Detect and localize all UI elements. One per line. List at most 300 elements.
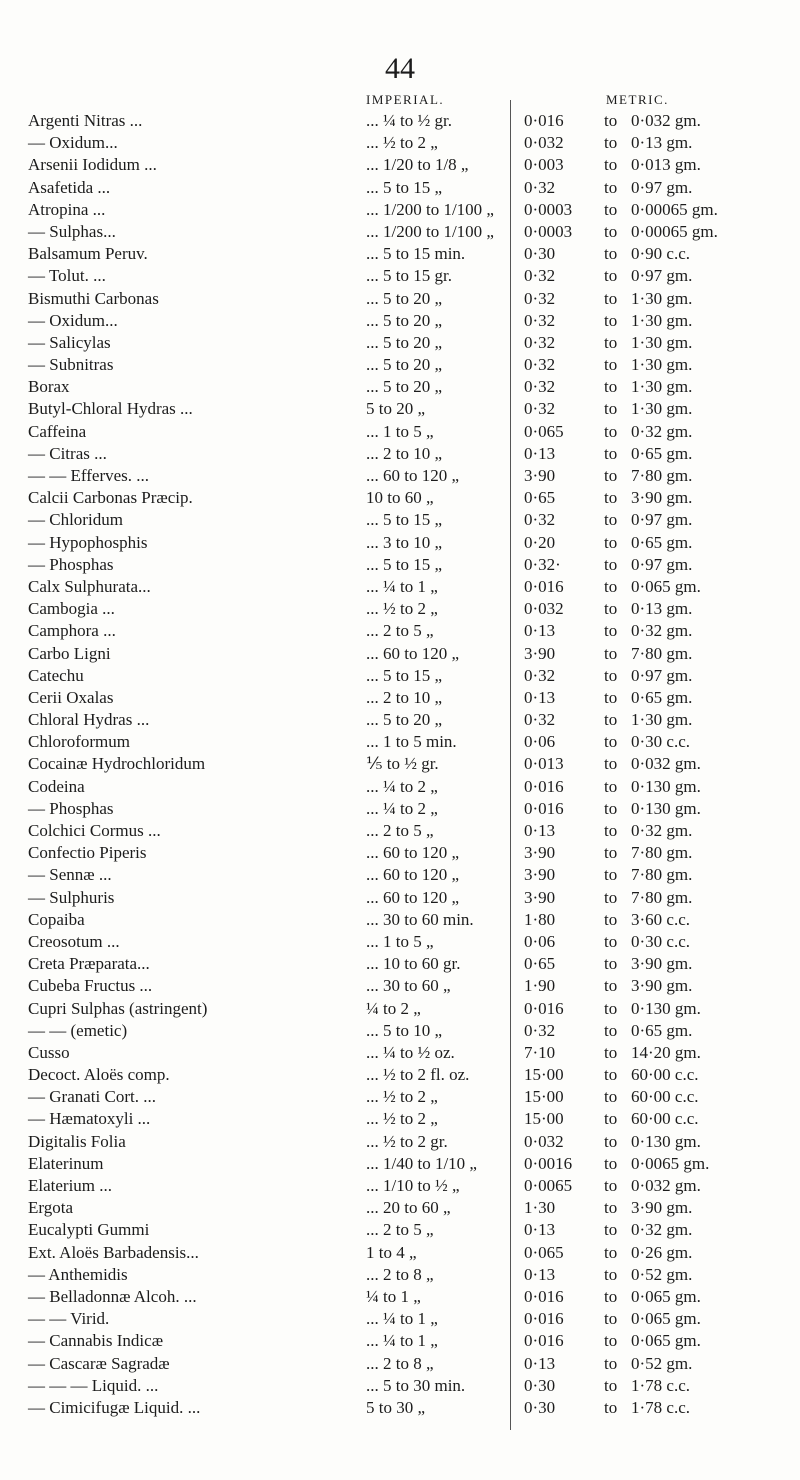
metric-dose-low: 0·13: [524, 1220, 556, 1240]
metric-to: to: [604, 1109, 618, 1129]
metric-dose-low: 0·0065: [524, 1176, 573, 1195]
table-row: [0, 443, 800, 465]
metric-dose-high: 3·90 gm.: [631, 954, 693, 974]
metric-to: to: [604, 576, 618, 596]
metric-to: to: [604, 332, 618, 352]
metric-to: to: [604, 355, 618, 375]
drug-name: — Phosphas: [28, 554, 114, 574]
drug-name: Borax: [28, 377, 70, 397]
metric-to: to: [604, 155, 618, 175]
drug-name: Camphora ...: [28, 621, 116, 641]
metric-dose-low: 0·016: [524, 1286, 564, 1306]
metric-to: to: [604, 665, 618, 685]
metric-dose-high: 60·00 c.c.: [631, 1087, 699, 1107]
drug-name: Elaterium ...: [28, 1176, 113, 1195]
table-row: [0, 1286, 800, 1308]
metric-dose-low: 0·06: [524, 931, 556, 951]
drug-name: — Chloridum: [28, 510, 123, 530]
imperial-dose: ... 5 to 15 gr.: [366, 266, 452, 286]
metric-to: to: [604, 1042, 618, 1062]
metric-dose-high: 0·065 gm.: [631, 1309, 701, 1329]
metric-to: to: [604, 221, 618, 241]
imperial-dose: ... 1/200 to 1/100 „: [366, 199, 494, 219]
metric-dose-high: 0·13 gm.: [631, 133, 693, 153]
metric-dose-high: 0·52 gm.: [631, 1353, 693, 1373]
dosage-table: [0, 110, 800, 1419]
imperial-dose: ... ¼ to 2 „: [366, 798, 438, 818]
drug-name: Cerii Oxalas: [28, 687, 114, 707]
imperial-dose: ¼ to 1 „: [366, 1286, 421, 1306]
metric-dose-high: 3·90 gm.: [631, 976, 693, 996]
table-row: [0, 953, 800, 975]
imperial-dose: 1 to 4 „: [366, 1242, 417, 1262]
table-row: [0, 154, 800, 176]
metric-to: to: [604, 1264, 618, 1284]
table-row: [0, 798, 800, 820]
drug-name: — Granati Cort. ...: [28, 1087, 156, 1107]
metric-dose-low: 3·90: [524, 865, 556, 885]
table-row: [0, 1131, 800, 1153]
table-row: [0, 1042, 800, 1064]
imperial-dose: ... 20 to 60 „: [366, 1198, 451, 1218]
table-row: [0, 177, 800, 199]
drug-name: Cocainæ Hydrochloridum: [28, 754, 206, 774]
table-row: [0, 1020, 800, 1042]
metric-dose-high: 0·30 c.c.: [631, 732, 691, 752]
imperial-dose: ... 5 to 20 „: [366, 710, 443, 730]
metric-dose-high: 60·00 c.c.: [631, 1109, 699, 1129]
metric-dose-low: 7·10: [524, 1042, 556, 1062]
imperial-dose: ... 60 to 120 „: [366, 843, 460, 863]
drug-name: — Hæmatoxyli ...: [28, 1109, 151, 1129]
metric-dose-low: 0·32: [524, 310, 556, 330]
table-row: [0, 1064, 800, 1086]
metric-dose-high: 1·30 gm.: [631, 399, 693, 419]
drug-name: — Belladonnæ Alcoh. ...: [28, 1286, 197, 1306]
drug-name: Calx Sulphurata...: [28, 576, 151, 596]
metric-dose-low: 0·016: [524, 998, 564, 1018]
metric-dose-high: 0·065 gm.: [631, 1286, 701, 1306]
metric-dose-high: 1·30 gm.: [631, 310, 693, 330]
metric-dose-low: 0·32: [524, 665, 556, 685]
table-row: [0, 243, 800, 265]
imperial-dose: ... 5 to 20 „: [366, 310, 443, 330]
metric-dose-high: 0·32 gm.: [631, 821, 693, 840]
metric-dose-high: 0·26 gm.: [631, 1242, 693, 1262]
metric-dose-low: 0·13: [524, 687, 556, 707]
imperial-dose: ... 2 to 5 „: [366, 621, 434, 641]
metric-to: to: [604, 111, 618, 130]
metric-to: to: [604, 266, 618, 286]
metric-dose-low: 0·32·: [524, 554, 561, 574]
metric-dose-high: 0·90 c.c.: [631, 244, 691, 264]
drug-name: Cubeba Fructus ...: [28, 976, 153, 996]
metric-dose-low: 3·90: [524, 887, 556, 907]
metric-to: to: [604, 1397, 618, 1417]
imperial-dose: ... 5 to 20 „: [366, 332, 443, 352]
metric-dose-high: 60·00 c.c.: [631, 1065, 699, 1085]
metric-dose-low: 0·32: [524, 710, 556, 730]
metric-to: to: [604, 288, 618, 308]
metric-to: to: [604, 754, 618, 774]
imperial-dose: ... 1 to 5 „: [366, 421, 434, 441]
metric-dose-low: 15·00: [524, 1087, 564, 1107]
imperial-dose: ... 5 to 20 „: [366, 377, 443, 397]
imperial-dose: ... ½ to 2 „: [366, 133, 438, 153]
metric-dose-high: 3·90 gm.: [631, 1198, 693, 1218]
drug-name: Cambogia ...: [28, 599, 115, 619]
metric-to: to: [604, 1353, 618, 1373]
metric-dose-low: 0·32: [524, 288, 556, 308]
metric-dose-high: 0·130 gm.: [631, 1131, 701, 1151]
metric-to: to: [604, 510, 618, 530]
metric-dose-low: 0·13: [524, 1353, 556, 1373]
drug-name: Cusso: [28, 1042, 70, 1062]
table-row: [0, 1175, 800, 1197]
table-row: [0, 110, 800, 132]
imperial-dose: ... 60 to 120 „: [366, 865, 460, 885]
metric-dose-high: 1·30 gm.: [631, 710, 693, 730]
metric-to: to: [604, 421, 618, 441]
table-row: [0, 332, 800, 354]
metric-dose-high: 0·52 gm.: [631, 1264, 693, 1284]
table-row: [0, 354, 800, 376]
metric-dose-high: 0·97 gm.: [631, 554, 693, 574]
metric-dose-low: 15·00: [524, 1109, 564, 1129]
table-row: [0, 665, 800, 687]
drug-name: Eucalypti Gummi: [28, 1220, 150, 1240]
metric-dose-high: 0·0065 gm.: [631, 1153, 710, 1173]
imperial-dose: ... 1/10 to ½ „: [366, 1176, 460, 1195]
metric-dose-low: 0·30: [524, 244, 556, 264]
metric-to: to: [604, 1220, 618, 1240]
imperial-dose: ... 2 to 5 „: [366, 821, 434, 840]
metric-to: to: [604, 1331, 618, 1351]
metric-dose-high: 0·32 gm.: [631, 421, 693, 441]
imperial-dose: ... 5 to 15 „: [366, 510, 443, 530]
metric-to: to: [604, 532, 618, 552]
metric-to: to: [604, 377, 618, 397]
imperial-dose: ... ¼ to ½ oz.: [366, 1042, 455, 1062]
metric-dose-high: 3·60 c.c.: [631, 909, 691, 929]
imperial-dose: ... 1/200 to 1/100 „: [366, 221, 494, 241]
drug-name: Digitalis Folia: [28, 1131, 126, 1151]
metric-dose-high: 0·32 gm.: [631, 621, 693, 641]
imperial-dose: ... 5 to 20 „: [366, 355, 443, 375]
metric-to: to: [604, 1176, 618, 1195]
imperial-dose: ... 5 to 15 min.: [366, 244, 466, 264]
metric-dose-high: 7·80 gm.: [631, 843, 693, 863]
imperial-dose: ... ¼ to 1 „: [366, 1331, 438, 1351]
drug-name: — Phosphas: [28, 798, 114, 818]
table-row: [0, 554, 800, 576]
imperial-dose: ... 1/40 to 1/10 „: [366, 1153, 477, 1173]
imperial-dose: ... ¼ to 1 „: [366, 576, 438, 596]
metric-dose-high: 0·032 gm.: [631, 754, 701, 774]
metric-dose-low: 0·032: [524, 1131, 564, 1151]
imperial-dose: ... ½ to 2 gr.: [366, 1131, 448, 1151]
metric-dose-low: 0·016: [524, 576, 564, 596]
metric-dose-high: 1·30 gm.: [631, 377, 693, 397]
metric-dose-low: 0·13: [524, 1264, 556, 1284]
metric-to: to: [604, 776, 618, 796]
table-row: [0, 620, 800, 642]
table-row: [0, 1108, 800, 1130]
drug-name: — Oxidum...: [28, 133, 118, 153]
imperial-dose: ... 2 to 8 „: [366, 1264, 434, 1284]
imperial-dose: ... 5 to 15 „: [366, 177, 443, 197]
metric-dose-low: 0·32: [524, 355, 556, 375]
metric-to: to: [604, 310, 618, 330]
metric-dose-low: 0·016: [524, 1331, 564, 1351]
imperial-dose: ... 2 to 10 „: [366, 443, 443, 463]
table-row: [0, 376, 800, 398]
table-row: [0, 975, 800, 997]
drug-name: Chloroformum: [28, 732, 130, 752]
drug-name: Codeina: [28, 776, 85, 796]
drug-name: Creosotum ...: [28, 931, 120, 951]
metric-dose-high: 0·97 gm.: [631, 266, 693, 286]
imperial-dose: ... ¼ to ½ gr.: [366, 111, 452, 130]
metric-to: to: [604, 177, 618, 197]
drug-name: — Hypophosphis: [28, 532, 148, 552]
drug-name: Arsenii Iodidum ...: [28, 155, 157, 175]
metric-dose-high: 0·65 gm.: [631, 687, 693, 707]
metric-dose-high: 0·065 gm.: [631, 1331, 701, 1351]
metric-to: to: [604, 443, 618, 463]
imperial-dose: ... ¼ to 2 „: [366, 776, 438, 796]
drug-name: Decoct. Aloës comp.: [28, 1065, 170, 1085]
drug-name: Ext. Aloës Barbadensis...: [28, 1242, 199, 1262]
imperial-dose: ⅕ to ½ gr.: [366, 754, 439, 774]
metric-dose-low: 0·016: [524, 798, 564, 818]
table-row: [0, 887, 800, 909]
imperial-column-header: IMPERIAL.: [366, 92, 445, 107]
table-row: [0, 842, 800, 864]
imperial-dose: ... ½ to 2 fl. oz.: [366, 1065, 470, 1085]
metric-dose-low: 0·32: [524, 266, 556, 286]
metric-dose-low: 3·90: [524, 466, 556, 485]
metric-to: to: [604, 466, 618, 485]
metric-dose-high: 1·30 gm.: [631, 355, 693, 375]
metric-to: to: [604, 821, 618, 840]
metric-to: to: [604, 998, 618, 1018]
metric-dose-low: 15·00: [524, 1065, 564, 1085]
metric-dose-high: 0·130 gm.: [631, 798, 701, 818]
imperial-dose: ... 5 to 10 „: [366, 1020, 443, 1040]
drug-name: Butyl-Chloral Hydras ...: [28, 399, 193, 419]
metric-dose-low: 1·30: [524, 1198, 556, 1218]
imperial-dose: ... 1 to 5 min.: [366, 732, 457, 752]
metric-dose-high: 7·80 gm.: [631, 643, 693, 663]
imperial-dose: ... ½ to 2 „: [366, 1109, 438, 1129]
metric-to: to: [604, 798, 618, 818]
table-row: [0, 687, 800, 709]
table-row: [0, 1375, 800, 1397]
table-row: [0, 132, 800, 154]
drug-name: — Cimicifugæ Liquid. ...: [28, 1397, 201, 1417]
metric-to: to: [604, 399, 618, 419]
drug-name: Bismuthi Carbonas: [28, 288, 159, 308]
table-row: [0, 931, 800, 953]
imperial-dose: ... 3 to 10 „: [366, 532, 443, 552]
imperial-dose: 10 to 60 „: [366, 488, 434, 508]
drug-name: Carbo Ligni: [28, 643, 111, 663]
table-row: [0, 643, 800, 665]
metric-to: to: [604, 1153, 618, 1173]
metric-dose-low: 0·32: [524, 177, 556, 197]
imperial-dose: 5 to 30 „: [366, 1397, 426, 1417]
table-row: [0, 1197, 800, 1219]
table-row: [0, 709, 800, 731]
metric-dose-low: 0·32: [524, 332, 556, 352]
table-row: [0, 776, 800, 798]
metric-to: to: [604, 643, 618, 663]
drug-name: — Oxidum...: [28, 310, 118, 330]
table-row: [0, 288, 800, 310]
metric-dose-low: 0·32: [524, 510, 556, 530]
metric-dose-low: 0·0003: [524, 221, 573, 241]
metric-dose-low: 0·032: [524, 599, 564, 619]
metric-dose-high: 7·80 gm.: [631, 466, 693, 485]
drug-name: Asafetida ...: [28, 177, 111, 197]
metric-to: to: [604, 687, 618, 707]
metric-to: to: [604, 909, 618, 929]
metric-dose-low: 0·20: [524, 532, 556, 552]
metric-dose-high: 0·65 gm.: [631, 532, 693, 552]
imperial-dose: 5 to 20 „: [366, 399, 426, 419]
metric-dose-high: 0·130 gm.: [631, 776, 701, 796]
table-row: [0, 1086, 800, 1108]
metric-to: to: [604, 1286, 618, 1306]
metric-dose-low: 0·30: [524, 1397, 556, 1417]
metric-to: to: [604, 1020, 618, 1040]
table-row: [0, 864, 800, 886]
drug-name: — — — Liquid. ...: [28, 1375, 159, 1395]
metric-dose-high: 0·13 gm.: [631, 599, 693, 619]
table-row: [0, 532, 800, 554]
metric-column-header: METRIC.: [606, 92, 669, 107]
table-row: [0, 731, 800, 753]
table-row: [0, 310, 800, 332]
imperial-dose: ... 5 to 15 „: [366, 554, 443, 574]
table-row: [0, 1353, 800, 1375]
table-row: [0, 598, 800, 620]
metric-to: to: [604, 621, 618, 641]
metric-to: to: [604, 732, 618, 752]
metric-to: to: [604, 1375, 618, 1395]
metric-dose-high: 3·90 gm.: [631, 488, 693, 508]
metric-dose-low: 0·32: [524, 399, 556, 419]
metric-dose-high: 1·78 c.c.: [631, 1375, 691, 1395]
table-row: [0, 1397, 800, 1419]
imperial-dose: ... 60 to 120 „: [366, 643, 460, 663]
imperial-dose: ... 5 to 20 „: [366, 288, 443, 308]
page-number: 44: [385, 52, 415, 85]
imperial-dose: ... 60 to 120 „: [366, 887, 460, 907]
drug-name: Ergota: [28, 1198, 74, 1218]
metric-dose-high: 0·032 gm.: [631, 1176, 701, 1195]
metric-dose-low: 0·016: [524, 1309, 564, 1329]
table-row: [0, 199, 800, 221]
metric-dose-low: 0·32: [524, 377, 556, 397]
table-row: [0, 265, 800, 287]
metric-dose-high: 14·20 gm.: [631, 1042, 701, 1062]
drug-name: — Sulphas...: [28, 221, 116, 241]
metric-dose-low: 0·65: [524, 954, 556, 974]
drug-name: — Tolut. ...: [28, 266, 106, 286]
table-row: [0, 398, 800, 420]
metric-to: to: [604, 1087, 618, 1107]
imperial-dose: ... 2 to 5 „: [366, 1220, 434, 1240]
metric-dose-low: 3·90: [524, 843, 556, 863]
drug-name: — Cannabis Indicæ: [28, 1331, 164, 1351]
drug-name: Balsamum Peruv.: [28, 244, 148, 264]
metric-dose-low: 0·013: [524, 754, 564, 774]
table-row: [0, 576, 800, 598]
metric-dose-high: 0·97 gm.: [631, 510, 693, 530]
drug-name: Colchici Cormus ...: [28, 821, 161, 840]
table-row: [0, 1308, 800, 1330]
metric-to: to: [604, 843, 618, 863]
metric-dose-high: 1·30 gm.: [631, 288, 693, 308]
table-row: [0, 221, 800, 243]
metric-dose-low: 0·32: [524, 1020, 556, 1040]
table-row: [0, 1330, 800, 1352]
imperial-dose: ... ¼ to 1 „: [366, 1309, 438, 1329]
metric-to: to: [604, 488, 618, 508]
drug-name: Caffeina: [28, 421, 87, 441]
metric-to: to: [604, 710, 618, 730]
metric-dose-low: 0·13: [524, 821, 556, 840]
drug-name: Catechu: [28, 665, 84, 685]
metric-dose-low: 0·0003: [524, 199, 573, 219]
metric-to: to: [604, 1065, 618, 1085]
metric-to: to: [604, 199, 618, 219]
metric-dose-high: 0·013 gm.: [631, 155, 701, 175]
metric-dose-high: 0·30 c.c.: [631, 931, 691, 951]
metric-dose-high: 0·65 gm.: [631, 1020, 693, 1040]
table-row: [0, 909, 800, 931]
metric-to: to: [604, 954, 618, 974]
imperial-dose: ... ½ to 2 „: [366, 599, 438, 619]
metric-dose-low: 0·016: [524, 111, 564, 130]
table-row: [0, 998, 800, 1020]
metric-to: to: [604, 1309, 618, 1329]
table-row: [0, 421, 800, 443]
drug-name: Calcii Carbonas Præcip.: [28, 488, 193, 508]
metric-to: to: [604, 554, 618, 574]
metric-dose-low: 0·065: [524, 421, 564, 441]
metric-dose-low: 1·80: [524, 909, 556, 929]
table-row: [0, 1264, 800, 1286]
metric-dose-low: 0·13: [524, 443, 556, 463]
drug-name: — Cascaræ Sagradæ: [28, 1353, 170, 1373]
imperial-dose: ... 2 to 8 „: [366, 1353, 434, 1373]
metric-dose-low: 0·06: [524, 732, 556, 752]
metric-to: to: [604, 1131, 618, 1151]
drug-name: — Salicylas: [28, 332, 111, 352]
metric-dose-high: 0·032 gm.: [631, 111, 701, 130]
metric-dose-low: 0·016: [524, 776, 564, 796]
metric-to: to: [604, 1242, 618, 1262]
drug-name: Chloral Hydras ...: [28, 710, 150, 730]
metric-dose-low: 0·65: [524, 488, 556, 508]
drug-name: Creta Præparata...: [28, 954, 150, 974]
metric-dose-high: 7·80 gm.: [631, 887, 693, 907]
metric-dose-low: 3·90: [524, 643, 556, 663]
table-row: [0, 487, 800, 509]
